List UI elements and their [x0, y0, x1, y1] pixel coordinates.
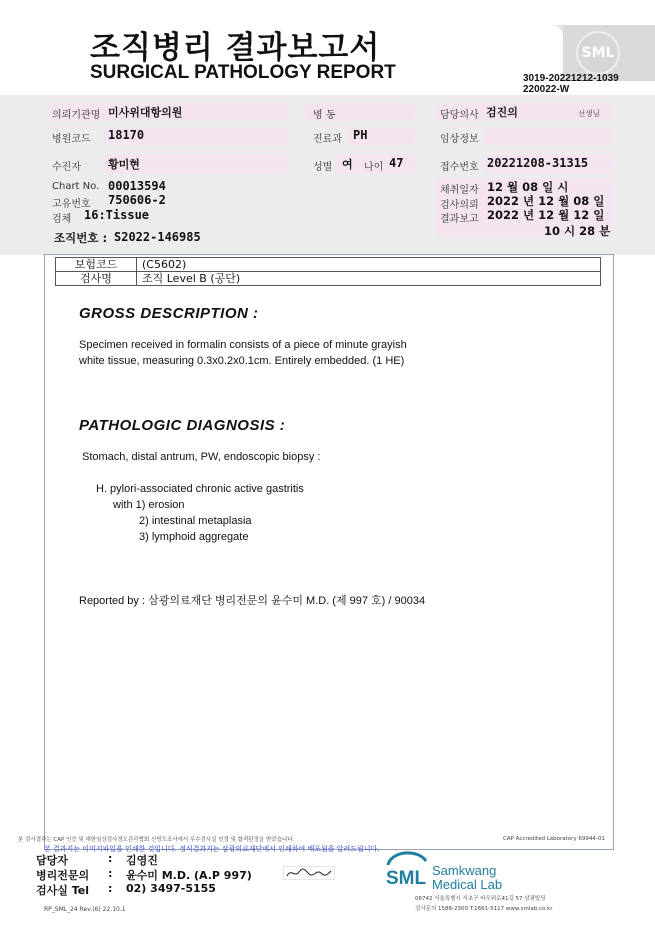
insurance-table: [55, 257, 601, 286]
table-row: [56, 258, 601, 272]
doctor-suffix: 선생님: [578, 109, 600, 118]
gross-line-1: Specimen received in formalin consists of a piece of minute grayish: [79, 339, 407, 351]
form-code: RP_SML_24 Rev.(6) 22.10.1: [44, 906, 126, 913]
doctor-value: 검진의: [486, 106, 518, 119]
dept-value: PH: [353, 128, 368, 142]
diagnosis-main: H. pylori-associated chronic active gastritis: [96, 483, 304, 495]
age-label: 나이: [364, 162, 384, 173]
receipt-label: 접수번호: [440, 162, 479, 173]
reported-by: Reported by : 삼광의료재단 병리전문의 윤수미 M.D. (제 997 호) / 90034: [79, 595, 426, 607]
collect-value: 12 월 08 일 시: [487, 180, 569, 194]
patient-value: 황미현: [108, 158, 140, 171]
hospital-label: 의뢰기관명: [52, 110, 101, 121]
lab-name-line1: Samkwang: [432, 863, 497, 878]
age-value: 47: [389, 156, 404, 170]
test-name-label: 검사명: [56, 272, 137, 286]
clinical-pill: [484, 127, 613, 145]
sml-logo-icon: SML: [576, 31, 620, 75]
specimen-value: 16:Tissue: [84, 208, 150, 222]
gross-line-2: white tissue, measuring 0.3x0.2x0.1cm. Entirely embedded. (1 HE): [79, 355, 405, 367]
report-id-line2: 220022-W: [523, 84, 570, 95]
tissue-no-label: 조직번호 :: [54, 231, 108, 245]
unique-value: 750606-2: [108, 193, 166, 207]
report-id-line1: 3019-20221212-1039: [523, 73, 619, 84]
pathologist-label: 병리전문의: [36, 869, 90, 882]
lab-contact: 검사문의 1588-2300 T.1661-5117 www.smlab.co.kr: [415, 906, 553, 912]
tel-value: 02) 3497-5155: [126, 882, 216, 895]
reported-label: 결과보고: [440, 214, 479, 225]
chart-value: 00013594: [108, 179, 166, 193]
lab-address: 06742 서울특별시 서초구 바우뫼로41길 57 삼광빌딩: [415, 896, 546, 902]
pathologist-value: 윤수미 M.D. (A.P 997): [126, 869, 252, 882]
unique-label: 고유번호: [52, 199, 91, 210]
ward-label: 병 동: [313, 110, 336, 121]
tel-colon: :: [108, 882, 113, 895]
reported-value: 2022 년 12 월 12 일: [487, 208, 605, 222]
hospital-value: 미사위대항의원: [108, 106, 183, 119]
samkwang-logo-icon: [384, 851, 430, 891]
requested-value: 2022 년 12 월 08 일: [487, 194, 605, 208]
diagnosis-item-1: with 1) erosion: [113, 499, 185, 511]
staff-colon: :: [108, 852, 113, 865]
lab-logo-text: SML: [386, 868, 427, 889]
specimen-label: 검체: [52, 214, 72, 225]
doctor-label: 담당의사: [440, 110, 479, 121]
fine-print: 본 검사결과는 CAP 인증 및 대한임상검사정도관리협회 신빙도조사에서 우수검사실 인정 및 합격판정을 받았습니다.: [18, 837, 295, 843]
requested-label: 검사의뢰: [440, 200, 479, 211]
staff-value: 김영진: [126, 854, 158, 867]
diagnosis-item-3: 3) lymphoid aggregate: [139, 531, 249, 543]
dept-label: 진료과: [313, 134, 342, 145]
title-korean: 조직병리 결과보고서: [90, 30, 381, 66]
staff-label: 담당자: [36, 854, 68, 867]
diagnosis-site: Stomach, distal antrum, PW, endoscopic biopsy :: [82, 451, 321, 463]
patient-label: 수진자: [52, 162, 81, 173]
hospital-code-value: 18170: [108, 128, 145, 142]
tissue-no-value: S2022-146985: [114, 230, 201, 244]
gross-heading: GROSS DESCRIPTION :: [79, 305, 259, 322]
reported-time: 10 시 28 분: [544, 224, 611, 238]
lab-name: [432, 864, 502, 892]
tel-label: 검사실 Tel: [36, 884, 89, 897]
title-english: SURGICAL PATHOLOGY REPORT: [90, 62, 396, 83]
receipt-value: 20221208-31315: [487, 156, 589, 170]
cap-text: CAP Accredited Laboratory 69944-01: [503, 836, 605, 842]
chart-label: Chart No.: [52, 181, 100, 192]
table-row: [56, 272, 601, 286]
hospital-code-label: 병원코드: [52, 134, 91, 145]
diagnosis-heading: PATHOLOGIC DIAGNOSIS :: [79, 417, 286, 434]
sex-value: 여: [342, 158, 353, 171]
sex-label: 성별: [313, 162, 333, 173]
test-name-value: 조직 Level B (공단): [137, 272, 601, 286]
clinical-label: 임상정보: [440, 134, 479, 145]
insurance-code-value: (C5602): [137, 258, 601, 272]
diagnosis-item-2: 2) intestinal metaplasia: [139, 515, 252, 527]
pathologist-colon: :: [108, 867, 113, 880]
gross-text: [79, 337, 407, 369]
notice-text: 본 결과지는 이미지파일을 인쇄한 것입니다. 정식결과지는 삼광의료재단에서 인쇄하여 배포됨을 알려드립니다.: [44, 845, 380, 853]
report-id: [523, 73, 619, 95]
collect-label: 채취일자: [440, 185, 479, 196]
signature-icon: [283, 866, 335, 880]
insurance-code-label: 보험코드: [56, 258, 137, 272]
lab-name-line2: Medical Lab: [432, 877, 503, 892]
